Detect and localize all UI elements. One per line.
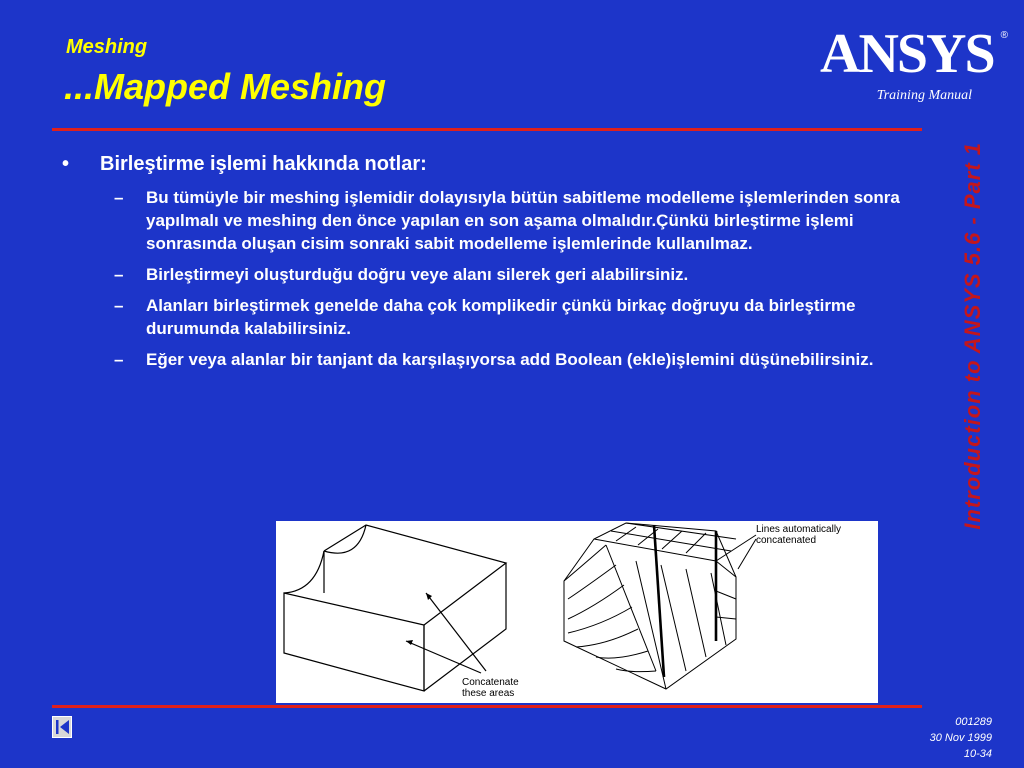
left-block-edges [324,551,506,691]
dash-icon: – [114,296,124,315]
footer-page: 10-34 [963,748,992,760]
sub-item [62,294,938,340]
mesh-illustration [276,521,878,703]
bullet-item [62,150,942,178]
concatenate-label: Concatenate these areas [462,677,519,699]
dash-icon: – [114,188,124,207]
training-manual-label: Training Manual [876,88,972,103]
sub-item-text: Birleştirmeyi oluşturduğu doğru veye alanı silerek geri alabilirsiniz. [146,265,689,284]
back-arrow-icon [56,720,69,734]
left-arrow-1 [426,593,486,671]
dash-icon: – [114,350,124,369]
top-divider [52,128,922,131]
ansys-logo [820,23,1010,86]
logo-registered-mark: ® [1000,30,1008,41]
logo-text: ANSYS [820,23,994,85]
sub-item-text: Bu tümüyle bir meshing işlemidir dolayısıyla bütün sabitleme modelleme işlemlerinden sonra yapılmalı ve meshing den önce yapılan en son aşama olmalıdır.Çünkü birleştirme işlemi sonrasında oluşan cisim sonraki sabit modelleme işlemlerinde kullanılmaz. [146,188,900,253]
side-banner: Introduction to ANSYS 5.6 - Part 1 [960,142,985,530]
sub-item [62,186,938,255]
slide-footer [930,714,992,762]
right-grid-front [564,545,656,672]
sub-item-text: Eğer veya alanlar bir tanjant da karşılaşıyorsa add Boolean (ekle)işlemini düşünebilirsiniz. [146,350,874,369]
auto-concatenated-label: Lines automatically concatenated [756,524,842,546]
left-block-top [284,525,506,625]
sub-item-text: Alanları birleştirmek genelde daha çok komplikedir çünkü birkaç doğruyu da birleştirme durumunda kalabilirsiniz. [146,296,856,338]
slide-title: ...Mapped Meshing [64,66,387,107]
right-arrow-2 [738,539,756,569]
sub-item [62,348,938,371]
bullet-text: Birleştirme işlemi hakkında notlar: [100,153,427,175]
bottom-divider [52,705,922,708]
content [62,150,942,371]
previous-slide-button[interactable] [52,716,72,738]
right-grid-verticals [606,545,726,689]
sub-item [62,263,938,286]
left-block-outline [284,593,424,691]
bullet-icon: • [62,153,70,175]
footer-date: 30 Nov 1999 [929,732,992,744]
dash-icon: – [114,265,124,284]
slide-subtitle: Meshing [66,36,148,58]
concatenated-edge-1 [654,525,664,677]
mesh-figure [276,521,878,703]
footer-code: 001289 [955,716,992,728]
